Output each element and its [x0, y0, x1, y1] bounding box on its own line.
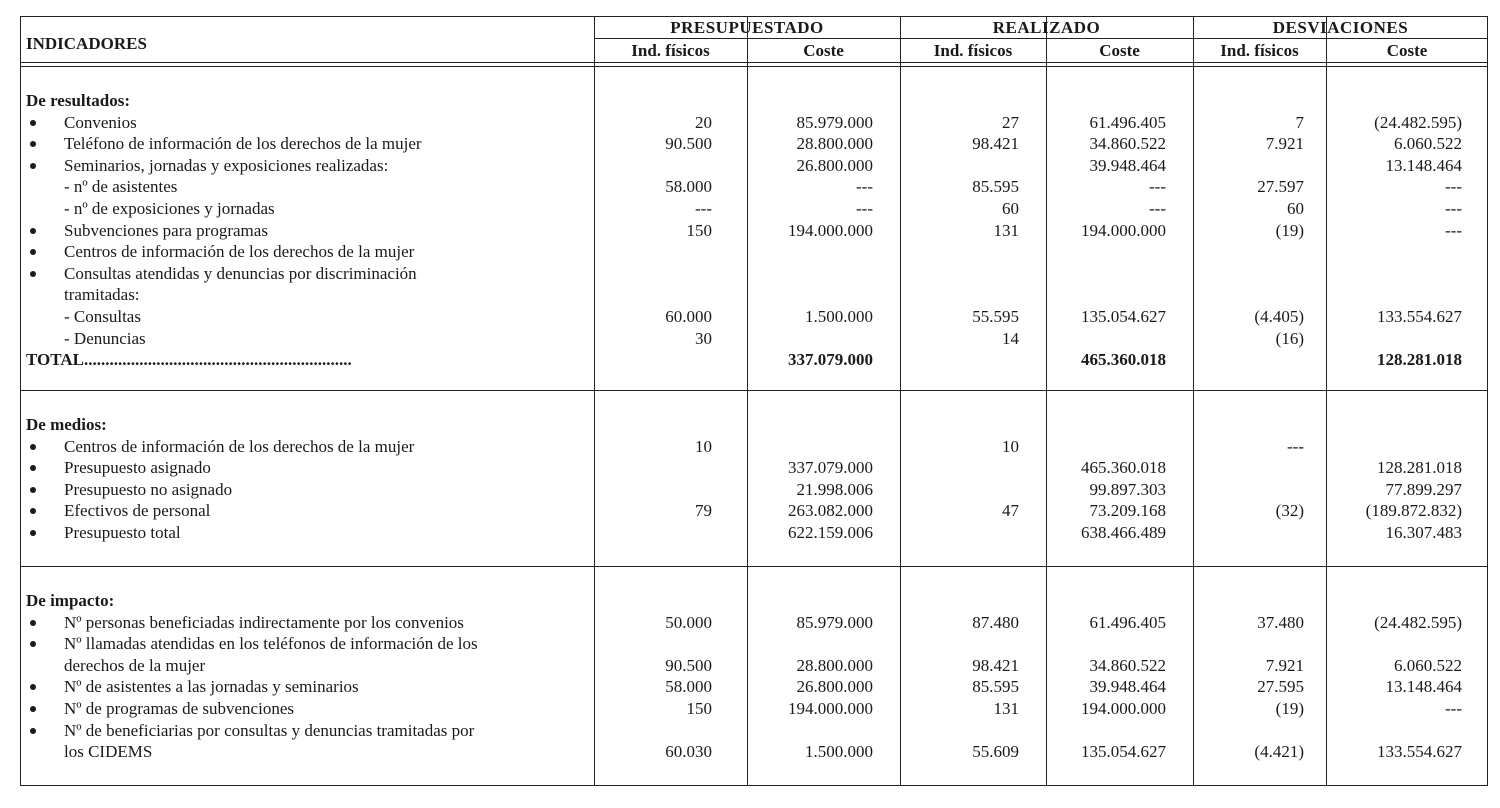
- value-cell: 55.609: [972, 742, 1019, 762]
- bullet-icon: [30, 228, 36, 234]
- value-cell: (19): [1275, 220, 1304, 240]
- value-cell: 6.060.522: [1394, 655, 1462, 675]
- value-cell: (19): [1275, 699, 1304, 718]
- value-cell: 135.054.627: [1081, 742, 1166, 762]
- value-cell: 194.000.000: [1081, 699, 1166, 718]
- value-cell: 16.307.483: [1385, 523, 1462, 542]
- row-label: Subvenciones para programas: [64, 220, 268, 240]
- value-cell: (189.872.832): [1365, 501, 1462, 521]
- value-cell: 61.496.405: [1089, 612, 1166, 632]
- value-cell: 87.480: [972, 612, 1019, 632]
- row-label: Centros de información de los derechos de la mujer: [64, 242, 415, 262]
- value-cell: ---: [1149, 199, 1166, 218]
- row-label: Presupuesto total: [64, 523, 181, 542]
- header-bottom-rule: [20, 66, 1488, 67]
- value-cell: 39.948.464: [1089, 155, 1166, 175]
- value-cell: 34.860.522: [1089, 655, 1166, 675]
- value-cell: ---: [1445, 699, 1462, 718]
- row-label: - nº de exposiciones y jornadas: [64, 199, 275, 218]
- bullet-icon: [30, 271, 36, 277]
- bullet-icon: [30, 620, 36, 626]
- value-cell: 27.595: [1257, 677, 1304, 697]
- value-cell: 77.899.297: [1385, 479, 1462, 499]
- value-cell: 7.921: [1265, 134, 1304, 154]
- value-cell: 99.897.303: [1089, 479, 1166, 499]
- value-cell: 73.209.168: [1089, 501, 1166, 521]
- row-label: Convenios: [64, 112, 137, 132]
- value-cell: 85.979.000: [796, 612, 873, 632]
- group-header: PRESUPUESTADO: [670, 18, 824, 37]
- value-cell: 150: [686, 699, 712, 718]
- value-cell: 128.281.018: [1377, 458, 1462, 478]
- value-cell: 10: [695, 436, 712, 456]
- section-title: De resultados:: [26, 91, 131, 110]
- row-label: Seminarios, jornadas y exposiciones realizadas:: [64, 155, 389, 175]
- value-cell: 7: [1295, 112, 1304, 132]
- bullet-icon: [30, 706, 36, 712]
- value-cell: 1.500.000: [805, 742, 873, 762]
- row-label: Teléfono de información de los derechos de la mujer: [64, 134, 422, 154]
- bullet-icon: [30, 163, 36, 169]
- value-cell: ---: [1445, 177, 1462, 197]
- section-divider: [20, 566, 1488, 567]
- group-header: REALIZADO: [992, 18, 1101, 37]
- value-cell: 133.554.627: [1377, 307, 1462, 326]
- value-cell: (16): [1275, 328, 1304, 348]
- row-label: tramitadas:: [64, 285, 140, 305]
- value-cell: 13.148.464: [1385, 677, 1462, 697]
- value-cell: 98.421: [972, 655, 1019, 675]
- indicators-header: INDICADORES: [26, 34, 147, 53]
- value-cell: 61.496.405: [1089, 112, 1166, 132]
- value-cell: 263.082.000: [788, 501, 873, 521]
- subcolumn-header: Coste: [1099, 41, 1140, 60]
- value-cell: 150: [686, 220, 712, 240]
- value-cell: (32): [1275, 501, 1304, 521]
- value-cell: 60.000: [665, 307, 712, 326]
- row-label: derechos de la mujer: [64, 655, 206, 675]
- bullet-icon: [30, 530, 36, 536]
- value-cell: 133.554.627: [1377, 742, 1462, 762]
- value-cell: ---: [856, 199, 873, 218]
- row-label: - Consultas: [64, 307, 141, 326]
- subcolumn-header: Ind. físicos: [631, 41, 710, 60]
- value-cell: 26.800.000: [796, 155, 873, 175]
- row-label: los CIDEMS: [64, 742, 153, 762]
- row-label: Presupuesto asignado: [64, 458, 211, 478]
- value-cell: (24.482.595): [1374, 612, 1462, 632]
- value-cell: 85.595: [972, 677, 1019, 697]
- row-label: TOTAL...............................................................: [26, 350, 352, 370]
- section-divider: [20, 390, 1488, 391]
- value-cell: ---: [1287, 436, 1304, 456]
- value-cell: 337.079.000: [788, 458, 873, 478]
- value-cell: ---: [856, 177, 873, 197]
- value-cell: 58.000: [665, 177, 712, 197]
- row-label: Centros de información de los derechos de la mujer: [64, 436, 415, 456]
- value-cell: 10: [1002, 436, 1019, 456]
- section-title: De medios:: [26, 415, 107, 434]
- value-cell: 131: [993, 699, 1019, 718]
- value-cell: (4.421): [1254, 742, 1304, 762]
- section-title: De impacto:: [26, 591, 115, 610]
- row-label: - nº de asistentes: [64, 177, 178, 197]
- value-cell: 98.421: [972, 134, 1019, 154]
- value-cell: 638.466.489: [1081, 523, 1166, 542]
- row-label: Consultas atendidas y denuncias por discriminación: [64, 263, 417, 283]
- value-cell: 85.979.000: [796, 112, 873, 132]
- subcolumn-header: Ind. físicos: [1220, 41, 1299, 60]
- value-cell: 131: [993, 220, 1019, 240]
- value-cell: 20: [695, 112, 712, 132]
- value-cell: 135.054.627: [1081, 307, 1166, 326]
- value-cell: 194.000.000: [788, 699, 873, 718]
- value-cell: 14: [1002, 328, 1019, 348]
- value-cell: 50.000: [665, 612, 712, 632]
- value-cell: 21.998.006: [796, 479, 873, 499]
- value-cell: 58.000: [665, 677, 712, 697]
- row-label: Efectivos de personal: [64, 501, 211, 521]
- value-cell: (4.405): [1254, 307, 1304, 326]
- value-cell: 90.500: [665, 655, 712, 675]
- header-bottom-rule: [20, 62, 1488, 63]
- value-cell: 27.597: [1257, 177, 1304, 197]
- subcolumn-header: Coste: [1386, 41, 1428, 60]
- value-cell: 128.281.018: [1377, 350, 1462, 370]
- value-cell: 27: [1002, 112, 1019, 132]
- value-cell: 55.595: [972, 307, 1019, 326]
- value-cell: 337.079.000: [788, 350, 873, 370]
- value-cell: 37.480: [1257, 612, 1304, 632]
- value-cell: 30: [695, 328, 712, 348]
- value-cell: 60: [1002, 199, 1019, 218]
- value-cell: 7.921: [1265, 655, 1304, 675]
- row-label: Presupuesto no asignado: [64, 479, 233, 499]
- value-cell: 28.800.000: [796, 655, 873, 675]
- row-label: Nº de beneficiarias por consultas y denuncias tramitadas por: [64, 720, 475, 740]
- value-cell: 6.060.522: [1394, 134, 1462, 154]
- row-label: Nº personas beneficiadas indirectamente por los convenios: [64, 612, 464, 632]
- value-cell: 47: [1002, 501, 1019, 521]
- subcolumn-header: Coste: [803, 41, 844, 60]
- value-cell: 194.000.000: [1081, 220, 1166, 240]
- value-cell: 13.148.464: [1385, 155, 1462, 175]
- bullet-icon: [30, 120, 36, 126]
- bullet-icon: [30, 487, 36, 493]
- value-cell: ---: [1445, 199, 1462, 218]
- value-cell: 26.800.000: [796, 677, 873, 697]
- value-cell: 85.595: [972, 177, 1019, 197]
- value-cell: (24.482.595): [1374, 112, 1462, 132]
- value-cell: 39.948.464: [1089, 677, 1166, 697]
- value-cell: 34.860.522: [1089, 134, 1166, 154]
- row-label: - Denuncias: [64, 328, 146, 348]
- value-cell: 28.800.000: [796, 134, 873, 154]
- value-cell: 90.500: [665, 134, 712, 154]
- value-cell: ---: [1149, 177, 1166, 197]
- group-header: DESVIACIONES: [1272, 18, 1409, 37]
- value-cell: 1.500.000: [805, 307, 873, 326]
- row-label: Nº de programas de subvenciones: [64, 699, 294, 718]
- value-cell: ---: [1445, 220, 1462, 240]
- value-cell: 79: [695, 501, 712, 521]
- value-cell: 60.030: [665, 742, 712, 762]
- bullet-icon: [30, 444, 36, 450]
- value-cell: ---: [695, 199, 712, 218]
- bullet-icon: [30, 728, 36, 734]
- value-cell: 622.159.006: [788, 523, 873, 542]
- subcolumn-header: Ind. físicos: [933, 41, 1013, 60]
- row-label: Nº de asistentes a las jornadas y seminarios: [64, 677, 359, 697]
- row-label: Nº llamadas atendidas en los teléfonos de información de los: [64, 634, 478, 654]
- value-cell: 60: [1287, 199, 1304, 218]
- value-cell: 194.000.000: [788, 220, 873, 240]
- value-cell: 465.360.018: [1081, 350, 1166, 370]
- value-cell: 465.360.018: [1081, 458, 1166, 478]
